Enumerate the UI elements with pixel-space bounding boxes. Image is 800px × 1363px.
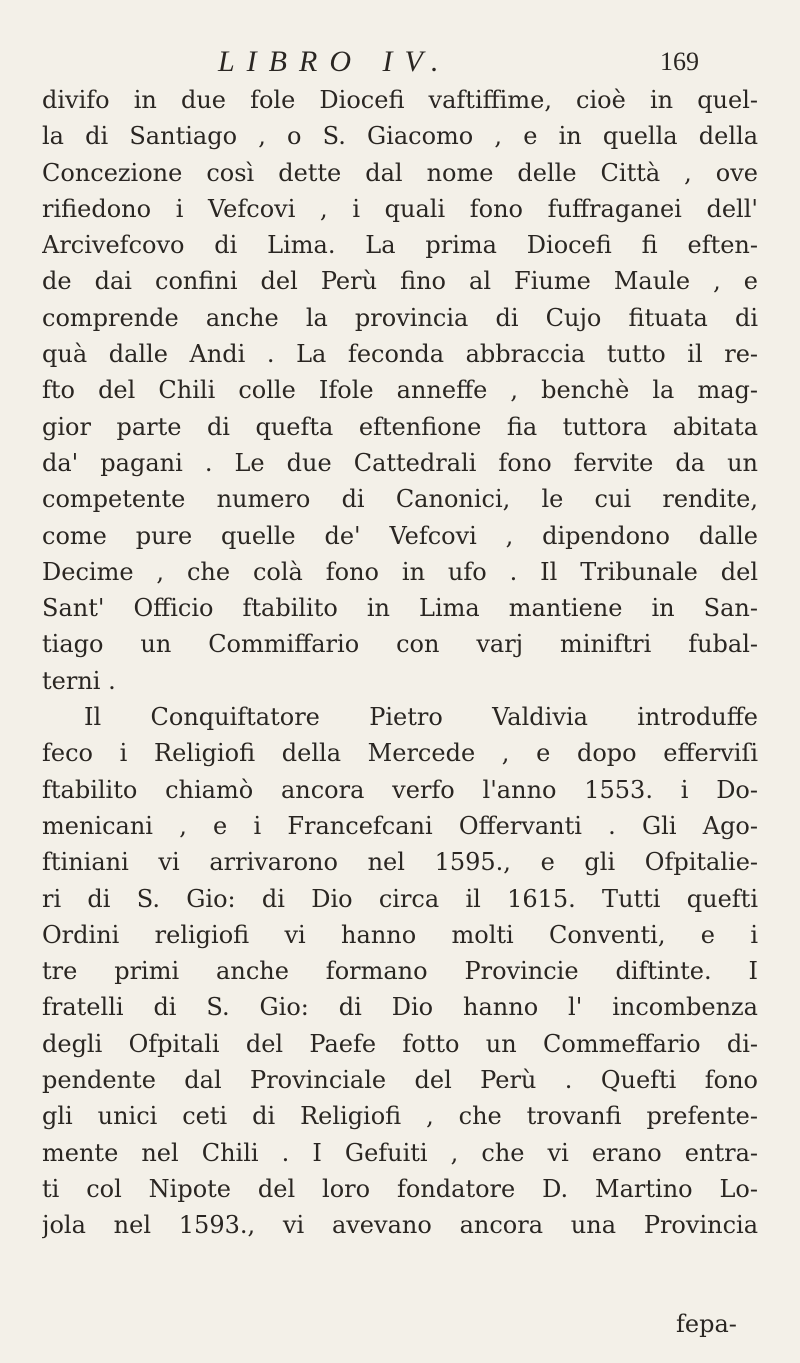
text-line: la di Santiago , o S. Giacomo , e in quella della — [42, 122, 758, 151]
text-line: tiago un Commiffario con varj miniftri fubal- — [42, 630, 758, 659]
text-line: gli unici ceti di Religiofi , che trovanfi prefente- — [42, 1102, 758, 1131]
text-line: de dai confini del Perù fino al Fiume Maule , e — [42, 267, 758, 296]
text-line: mente nel Chili . I Gefuiti , che vi erano entra- — [42, 1138, 758, 1167]
page-header — [0, 42, 800, 82]
running-title: LIBRO IV. — [218, 45, 451, 78]
text-line: Arcivefcovo di Lima. La prima Diocefi fi eften- — [42, 231, 758, 260]
text-line: tre primi anche formano Provincie diftinte. I — [42, 957, 758, 986]
text-line: pendente dal Provinciale del Perù . Quefti fono — [42, 1066, 758, 1095]
text-line: ftiniani vi arrivarono nel 1595., e gli Ofpitalie- — [42, 848, 758, 877]
text-line: ftabilito chiamò ancora verfo l'anno 1553. i Do- — [42, 775, 758, 804]
text-line: Concezione così dette dal nome delle Città , ove — [42, 158, 758, 187]
text-line: gior parte di quefta eftenfione fia tuttora abitata — [42, 412, 758, 441]
text-line: come pure quelle de' Vefcovi , dipendono dalle — [42, 521, 758, 550]
text-line: Ordini religiofi vi hanno molti Conventi, e i — [42, 920, 758, 949]
text-line: jola nel 1593., vi avevano ancora una Provincia — [42, 1211, 758, 1240]
text-line: feco i Religiofi della Mercede , e dopo efferviſi — [42, 739, 758, 768]
paragraph-start-line: Il Conquiftatore Pietro Valdivia introduffe — [84, 703, 758, 732]
text-line: Decime , che colà fono in ufo . Il Tribunale del — [42, 557, 758, 586]
text-line: degli Ofpitali del Paefe fotto un Commeffario di- — [42, 1029, 758, 1058]
text-line: menicani , e i Francefcani Offervanti . Gli Ago- — [42, 811, 758, 840]
text-line: ri di S. Gio: di Dio circa il 1615. Tutti quefti — [42, 884, 758, 913]
paragraph-end-line: terni . — [42, 666, 116, 695]
page-number: 169 — [660, 47, 699, 76]
text-line: divifo in due fole Diocefi vaftiffime, cioè in quel- — [42, 86, 758, 114]
text-line: quà dalle Andi . La feconda abbraccia tutto il re- — [42, 340, 758, 369]
text-line: Sant' Officio ftabilito in Lima mantiene in San- — [42, 594, 758, 623]
text-line: ti col Nipote del loro fondatore D. Martino Lo- — [42, 1174, 758, 1203]
text-line: da' pagani . Le due Cattedrali fono fervite da un — [42, 448, 758, 477]
catchword: fepa- — [676, 1310, 737, 1338]
body-text — [42, 82, 758, 1244]
text-line: comprende anche la provincia di Cujo fituata di — [42, 303, 758, 332]
text-line: fratelli di S. Gio: di Dio hanno l' incombenza — [42, 993, 758, 1022]
text-line: rifiedono i Vefcovi , i quali fono fuffraganei dell' — [42, 194, 758, 223]
text-line: fto del Chili colle Ifole anneffe , benchè la mag- — [42, 376, 758, 405]
text-line: competente numero di Canonici, le cui rendite, — [42, 485, 758, 514]
